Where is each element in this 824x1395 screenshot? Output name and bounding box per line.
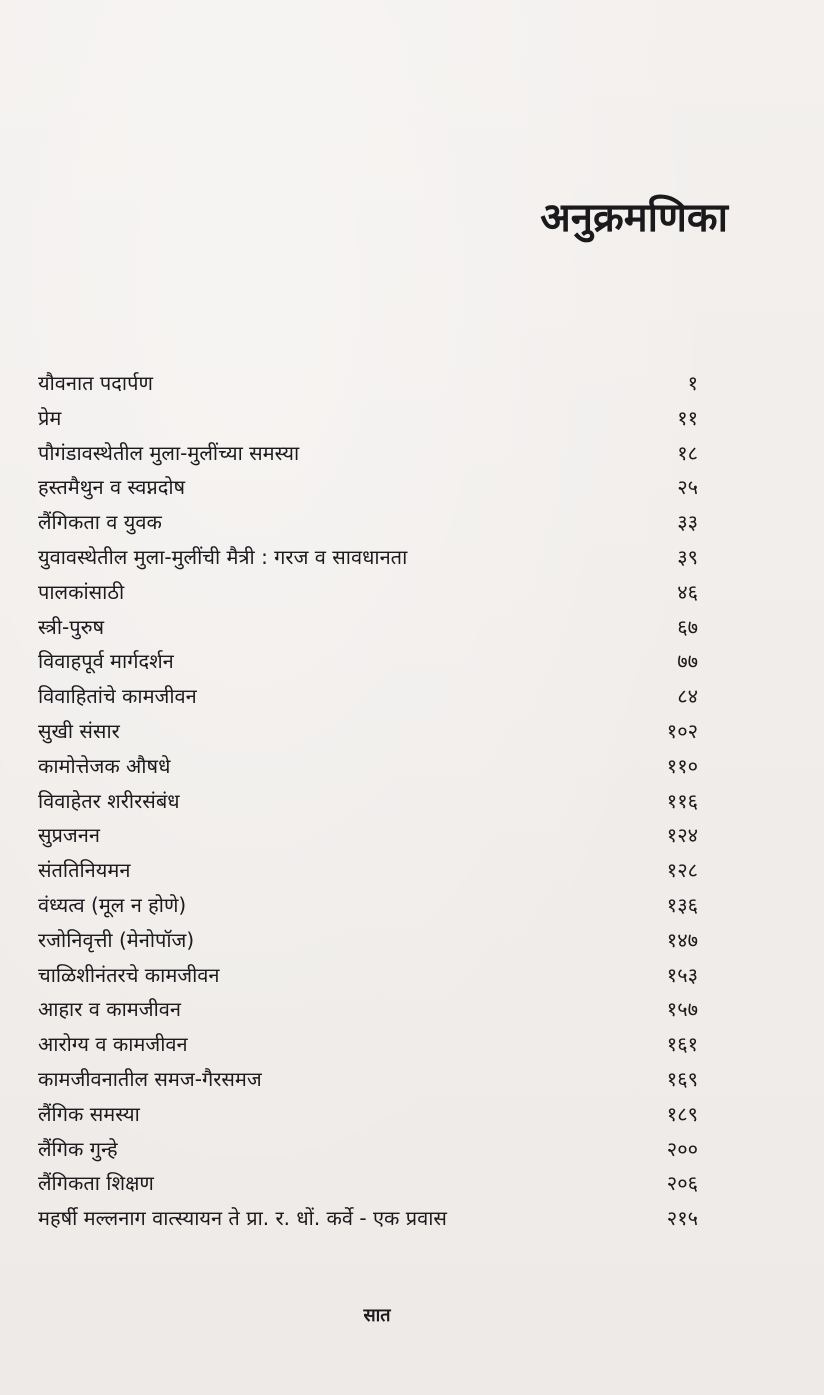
page-number-footer: सात [363, 1305, 391, 1326]
toc-entry-page-number: २५ [677, 475, 698, 500]
toc-entry [38, 958, 698, 993]
toc-entry-page-number: ७७ [677, 649, 698, 674]
toc-entry-title: पौगंडावस्थेतील मुला-मुलींच्या समस्या [38, 440, 300, 465]
toc-entry-title: विवाहेतर शरीरसंबंध [38, 788, 180, 813]
toc-entry [38, 853, 698, 888]
toc-entry-page-number: १५७ [666, 997, 698, 1022]
toc-entry-title: प्रेम [38, 405, 62, 430]
toc-entry-title: लैंगिकता व युवक [38, 510, 162, 535]
toc-entry-page-number: ६७ [677, 614, 698, 639]
toc-entry [38, 1062, 698, 1097]
toc-entry-title: रजोनिवृत्ती (मेनोपॉज) [38, 927, 195, 952]
toc-entry-title: युवावस्थेतील मुला-मुलींची मैत्री : गरज व सावधानता [38, 544, 408, 569]
toc-entry [38, 992, 698, 1027]
toc-entry [38, 1201, 698, 1236]
toc-entry-page-number: ८४ [677, 684, 698, 709]
toc-entry-page-number: १३६ [666, 892, 698, 917]
toc-entry-page-number: १२८ [666, 858, 698, 883]
toc-entry-page-number: १५३ [666, 962, 698, 987]
toc-entry-page-number: २०६ [666, 1171, 698, 1196]
toc-entry [38, 784, 698, 819]
toc-entry-page-number: ३३ [677, 510, 698, 535]
toc-entry-page-number: १४७ [666, 927, 698, 952]
toc-entry-title: वंध्यत्व (मूल न होणे) [38, 892, 187, 917]
toc-entry-page-number: १८ [677, 440, 698, 465]
page-title: अनुक्रमणिका [540, 195, 728, 241]
toc-entry-page-number: १०२ [666, 718, 698, 743]
toc-entry-title: सुप्रजनन [38, 823, 100, 848]
toc-entry-title: लैंगिकता शिक्षण [38, 1171, 154, 1196]
toc-entry-title: कामजीवनातील समज-गैरसमज [38, 1066, 262, 1091]
toc-entry-page-number: १८९ [666, 1101, 698, 1126]
toc-entry [38, 749, 698, 784]
toc-entry-title: कामोत्तेजक औषधे [38, 753, 171, 778]
toc-entry-page-number: १६१ [666, 1032, 698, 1057]
toc-entry-title: आहार व कामजीवन [38, 997, 181, 1022]
toc-entry-title: यौवनात पदार्पण [38, 371, 153, 395]
toc-entry-title: हस्तमैथुन व स्वप्नदोष [38, 475, 186, 500]
toc-entry-page-number: १२४ [666, 823, 698, 848]
toc-entry [38, 923, 698, 958]
toc-entry-title: लैंगिक गुन्हे [38, 1136, 118, 1161]
toc-entry [38, 1132, 698, 1167]
toc-entry-page-number: ४६ [677, 579, 698, 604]
toc-entry [38, 714, 698, 749]
toc-entry-page-number: १ [687, 371, 698, 395]
toc-entry [38, 366, 698, 401]
toc-entry [38, 401, 698, 436]
toc-entry-title: लैंगिक समस्या [38, 1101, 140, 1126]
toc-entry [38, 888, 698, 923]
toc-entry [38, 1166, 698, 1201]
table-of-contents [38, 366, 698, 1236]
toc-entry-page-number: ११ [677, 405, 698, 430]
toc-entry [38, 818, 698, 853]
toc-entry [38, 505, 698, 540]
toc-entry-page-number: ३९ [677, 544, 698, 569]
toc-entry-title: पालकांसाठी [38, 579, 125, 604]
toc-entry [38, 610, 698, 645]
toc-entry-title: विवाहितांचे कामजीवन [38, 684, 197, 709]
toc-entry-page-number: ११६ [666, 788, 698, 813]
toc-entry [38, 436, 698, 471]
toc-entry-title: स्त्री-पुरुष [38, 614, 105, 639]
toc-entry [38, 679, 698, 714]
toc-entry [38, 470, 698, 505]
toc-entry [38, 1097, 698, 1132]
toc-entry-title: विवाहपूर्व मार्गदर्शन [38, 649, 174, 674]
toc-entry-page-number: ११० [666, 753, 698, 778]
toc-entry-page-number: २१५ [666, 1206, 698, 1231]
toc-entry [38, 644, 698, 679]
toc-entry-title: सुखी संसार [38, 718, 120, 743]
toc-entry-title: महर्षी मल्लनाग वात्स्यायन ते प्रा. र. धों. कर्वे - एक प्रवास [38, 1206, 447, 1231]
toc-entry-title: आरोग्य व कामजीवन [38, 1032, 188, 1057]
toc-entry-title: चाळिशीनंतरचे कामजीवन [38, 962, 220, 987]
toc-entry-title: संततिनियमन [38, 858, 131, 883]
toc-entry-page-number: २०० [666, 1136, 698, 1161]
toc-entry-page-number: १६९ [666, 1066, 698, 1091]
toc-entry [38, 575, 698, 610]
toc-entry [38, 1027, 698, 1062]
toc-entry [38, 540, 698, 575]
